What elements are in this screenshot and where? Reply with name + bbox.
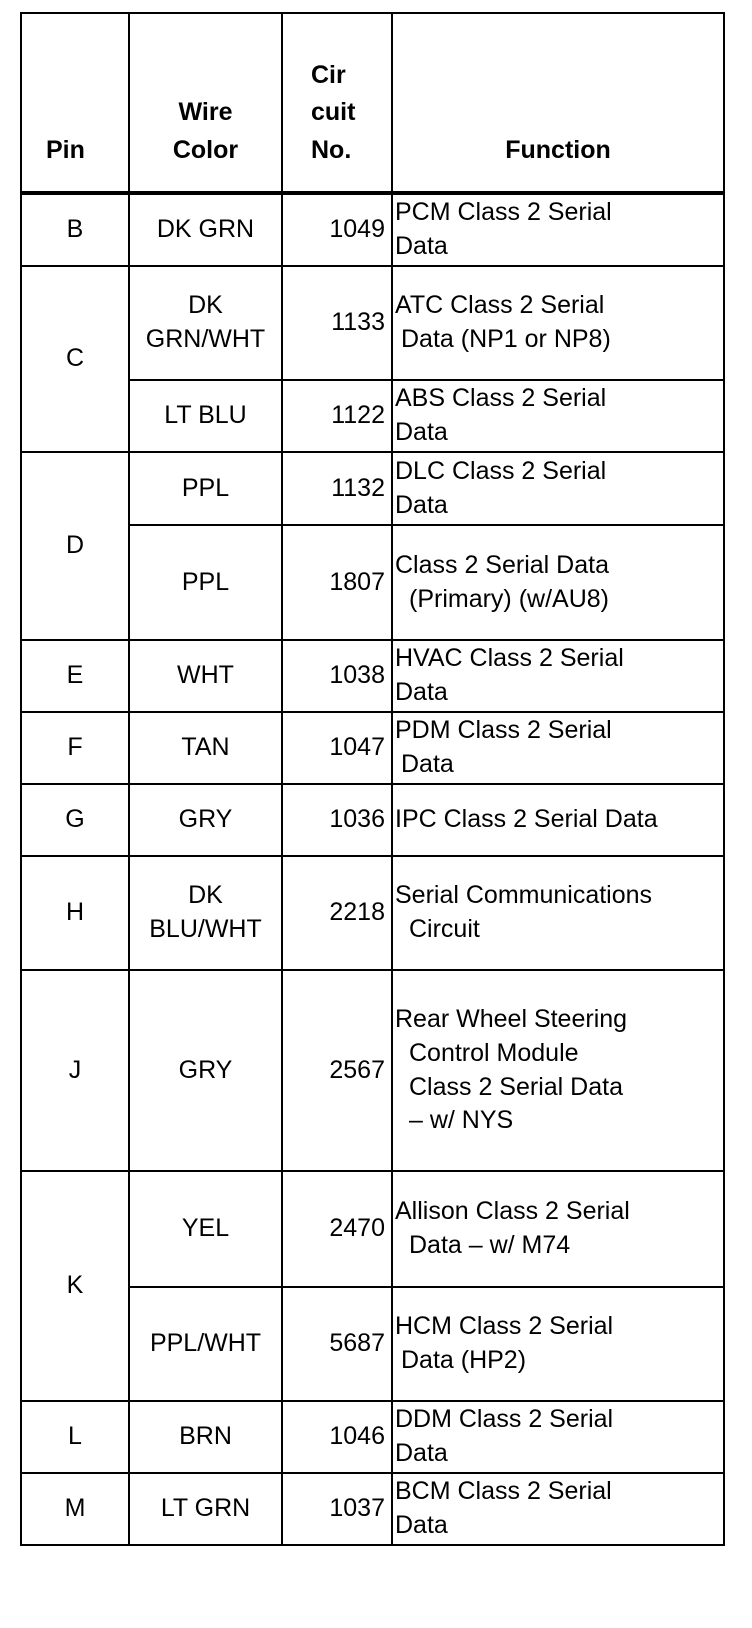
function-line: ABS Class 2 Serial bbox=[395, 384, 607, 413]
wire-color-cell bbox=[129, 266, 282, 380]
circuit-cell: 1046 bbox=[282, 1401, 392, 1473]
wire-color-line: GRN/WHT bbox=[145, 325, 266, 353]
wire-color-cell: LT GRN bbox=[129, 1473, 282, 1545]
function-line: Data (NP1 or NP8) bbox=[401, 325, 611, 353]
table-row bbox=[21, 784, 724, 856]
wire-color-cell: PPL bbox=[129, 525, 282, 640]
table-row bbox=[21, 452, 724, 525]
function-cell bbox=[392, 525, 724, 640]
function-cell bbox=[392, 640, 724, 712]
function-line: Data bbox=[395, 232, 448, 260]
function-line: Data bbox=[395, 678, 448, 706]
circuit-cell: 2470 bbox=[282, 1171, 392, 1287]
function-line: Data bbox=[395, 1511, 448, 1539]
pin-cell: H bbox=[21, 856, 129, 970]
function-cell bbox=[392, 712, 724, 784]
circuit-cell: 1047 bbox=[282, 712, 392, 784]
circuit-cell: 1037 bbox=[282, 1473, 392, 1545]
circuit-cell: 1036 bbox=[282, 784, 392, 856]
circuit-cell: 1132 bbox=[282, 452, 392, 525]
wire-color-cell: YEL bbox=[129, 1171, 282, 1287]
function-line: DDM Class 2 Serial bbox=[395, 1405, 614, 1434]
function-line: IPC Class 2 Serial Data bbox=[395, 805, 658, 834]
circuit-cell: 1122 bbox=[282, 380, 392, 452]
function-cell bbox=[392, 784, 724, 856]
wire-color-line: BLU/WHT bbox=[149, 915, 262, 943]
wire-color-cell: LT BLU bbox=[129, 380, 282, 452]
pin-cell: C bbox=[21, 266, 129, 452]
function-cell bbox=[392, 193, 724, 266]
function-line: Class 2 Serial Data bbox=[409, 1072, 623, 1101]
circuit-cell: 1133 bbox=[282, 266, 392, 380]
function-cell bbox=[392, 1171, 724, 1287]
wire-color-cell: GRY bbox=[129, 784, 282, 856]
function-line: HCM Class 2 Serial bbox=[395, 1312, 614, 1341]
pin-cell: G bbox=[21, 784, 129, 856]
table-row bbox=[21, 266, 724, 380]
table-row bbox=[21, 193, 724, 266]
circuit-cell: 5687 bbox=[282, 1287, 392, 1401]
function-line: Data (HP2) bbox=[401, 1346, 527, 1374]
function-cell bbox=[392, 1473, 724, 1545]
table-row bbox=[21, 1171, 724, 1287]
wire-color-cell: BRN bbox=[129, 1401, 282, 1473]
function-line: DLC Class 2 Serial bbox=[395, 456, 607, 485]
function-cell bbox=[392, 266, 724, 380]
pin-cell: B bbox=[21, 193, 129, 266]
header-circuit-line-3: No. bbox=[311, 135, 352, 164]
function-cell bbox=[392, 970, 724, 1171]
pin-cell: M bbox=[21, 1473, 129, 1545]
function-line: ATC Class 2 Serial bbox=[395, 291, 605, 320]
wire-color-line: DK bbox=[188, 291, 223, 320]
wire-color-cell: DK GRN bbox=[129, 193, 282, 266]
pin-cell: F bbox=[21, 712, 129, 784]
table-row bbox=[21, 712, 724, 784]
header-wire-color-line-2: Color bbox=[172, 135, 239, 164]
function-line: Class 2 Serial Data bbox=[395, 550, 609, 579]
circuit-cell: 1049 bbox=[282, 193, 392, 266]
connector-pinout-table bbox=[20, 12, 725, 1546]
function-line: – w/ NYS bbox=[409, 1106, 514, 1135]
function-line: HVAC Class 2 Serial bbox=[395, 644, 624, 673]
function-line: BCM Class 2 Serial bbox=[395, 1477, 612, 1506]
wire-color-cell bbox=[129, 856, 282, 970]
function-cell bbox=[392, 380, 724, 452]
header-circuit-line-1: Cir bbox=[311, 60, 346, 89]
circuit-cell: 2218 bbox=[282, 856, 392, 970]
table-row bbox=[21, 970, 724, 1171]
function-cell bbox=[392, 452, 724, 525]
function-line: Data bbox=[395, 490, 448, 519]
function-line: PDM Class 2 Serial bbox=[395, 716, 612, 745]
function-line: Data – w/ M74 bbox=[409, 1231, 571, 1259]
function-cell bbox=[392, 856, 724, 970]
circuit-cell: 1807 bbox=[282, 525, 392, 640]
function-line: Data bbox=[395, 1439, 448, 1467]
pin-cell: L bbox=[21, 1401, 129, 1473]
circuit-cell: 2567 bbox=[282, 970, 392, 1171]
function-cell bbox=[392, 1401, 724, 1473]
function-line: Data bbox=[401, 750, 454, 778]
header-circuit-no bbox=[282, 13, 392, 193]
function-line: PCM Class 2 Serial bbox=[395, 198, 612, 227]
table-row bbox=[21, 1401, 724, 1473]
function-line: Allison Class 2 Serial bbox=[395, 1197, 630, 1226]
table-row bbox=[21, 640, 724, 712]
function-line: (Primary) (w/AU8) bbox=[409, 584, 609, 613]
wire-color-cell: WHT bbox=[129, 640, 282, 712]
function-line: Data bbox=[395, 418, 448, 446]
wire-color-cell: PPL/WHT bbox=[129, 1287, 282, 1401]
header-wire-color bbox=[129, 13, 282, 193]
pin-cell: K bbox=[21, 1171, 129, 1401]
function-cell bbox=[392, 1287, 724, 1401]
circuit-cell: 1038 bbox=[282, 640, 392, 712]
table-row bbox=[21, 1473, 724, 1545]
header-wire-color-line-1: Wire bbox=[178, 98, 233, 126]
pin-cell: J bbox=[21, 970, 129, 1171]
function-line: Rear Wheel Steering bbox=[395, 1005, 628, 1033]
wire-color-cell: GRY bbox=[129, 970, 282, 1171]
header-circuit-line-2: cuit bbox=[311, 98, 356, 126]
function-line: Serial Communications bbox=[395, 881, 653, 910]
pin-cell: E bbox=[21, 640, 129, 712]
function-line: Control Module bbox=[409, 1038, 579, 1067]
function-line: Circuit bbox=[409, 915, 480, 943]
wire-color-cell: TAN bbox=[129, 712, 282, 784]
table-row bbox=[21, 856, 724, 970]
header-row bbox=[21, 13, 724, 193]
pin-cell: D bbox=[21, 452, 129, 640]
header-pin: Pin bbox=[21, 13, 129, 193]
wire-color-line: DK bbox=[188, 881, 223, 910]
header-function: Function bbox=[392, 13, 724, 193]
wire-color-cell: PPL bbox=[129, 452, 282, 525]
